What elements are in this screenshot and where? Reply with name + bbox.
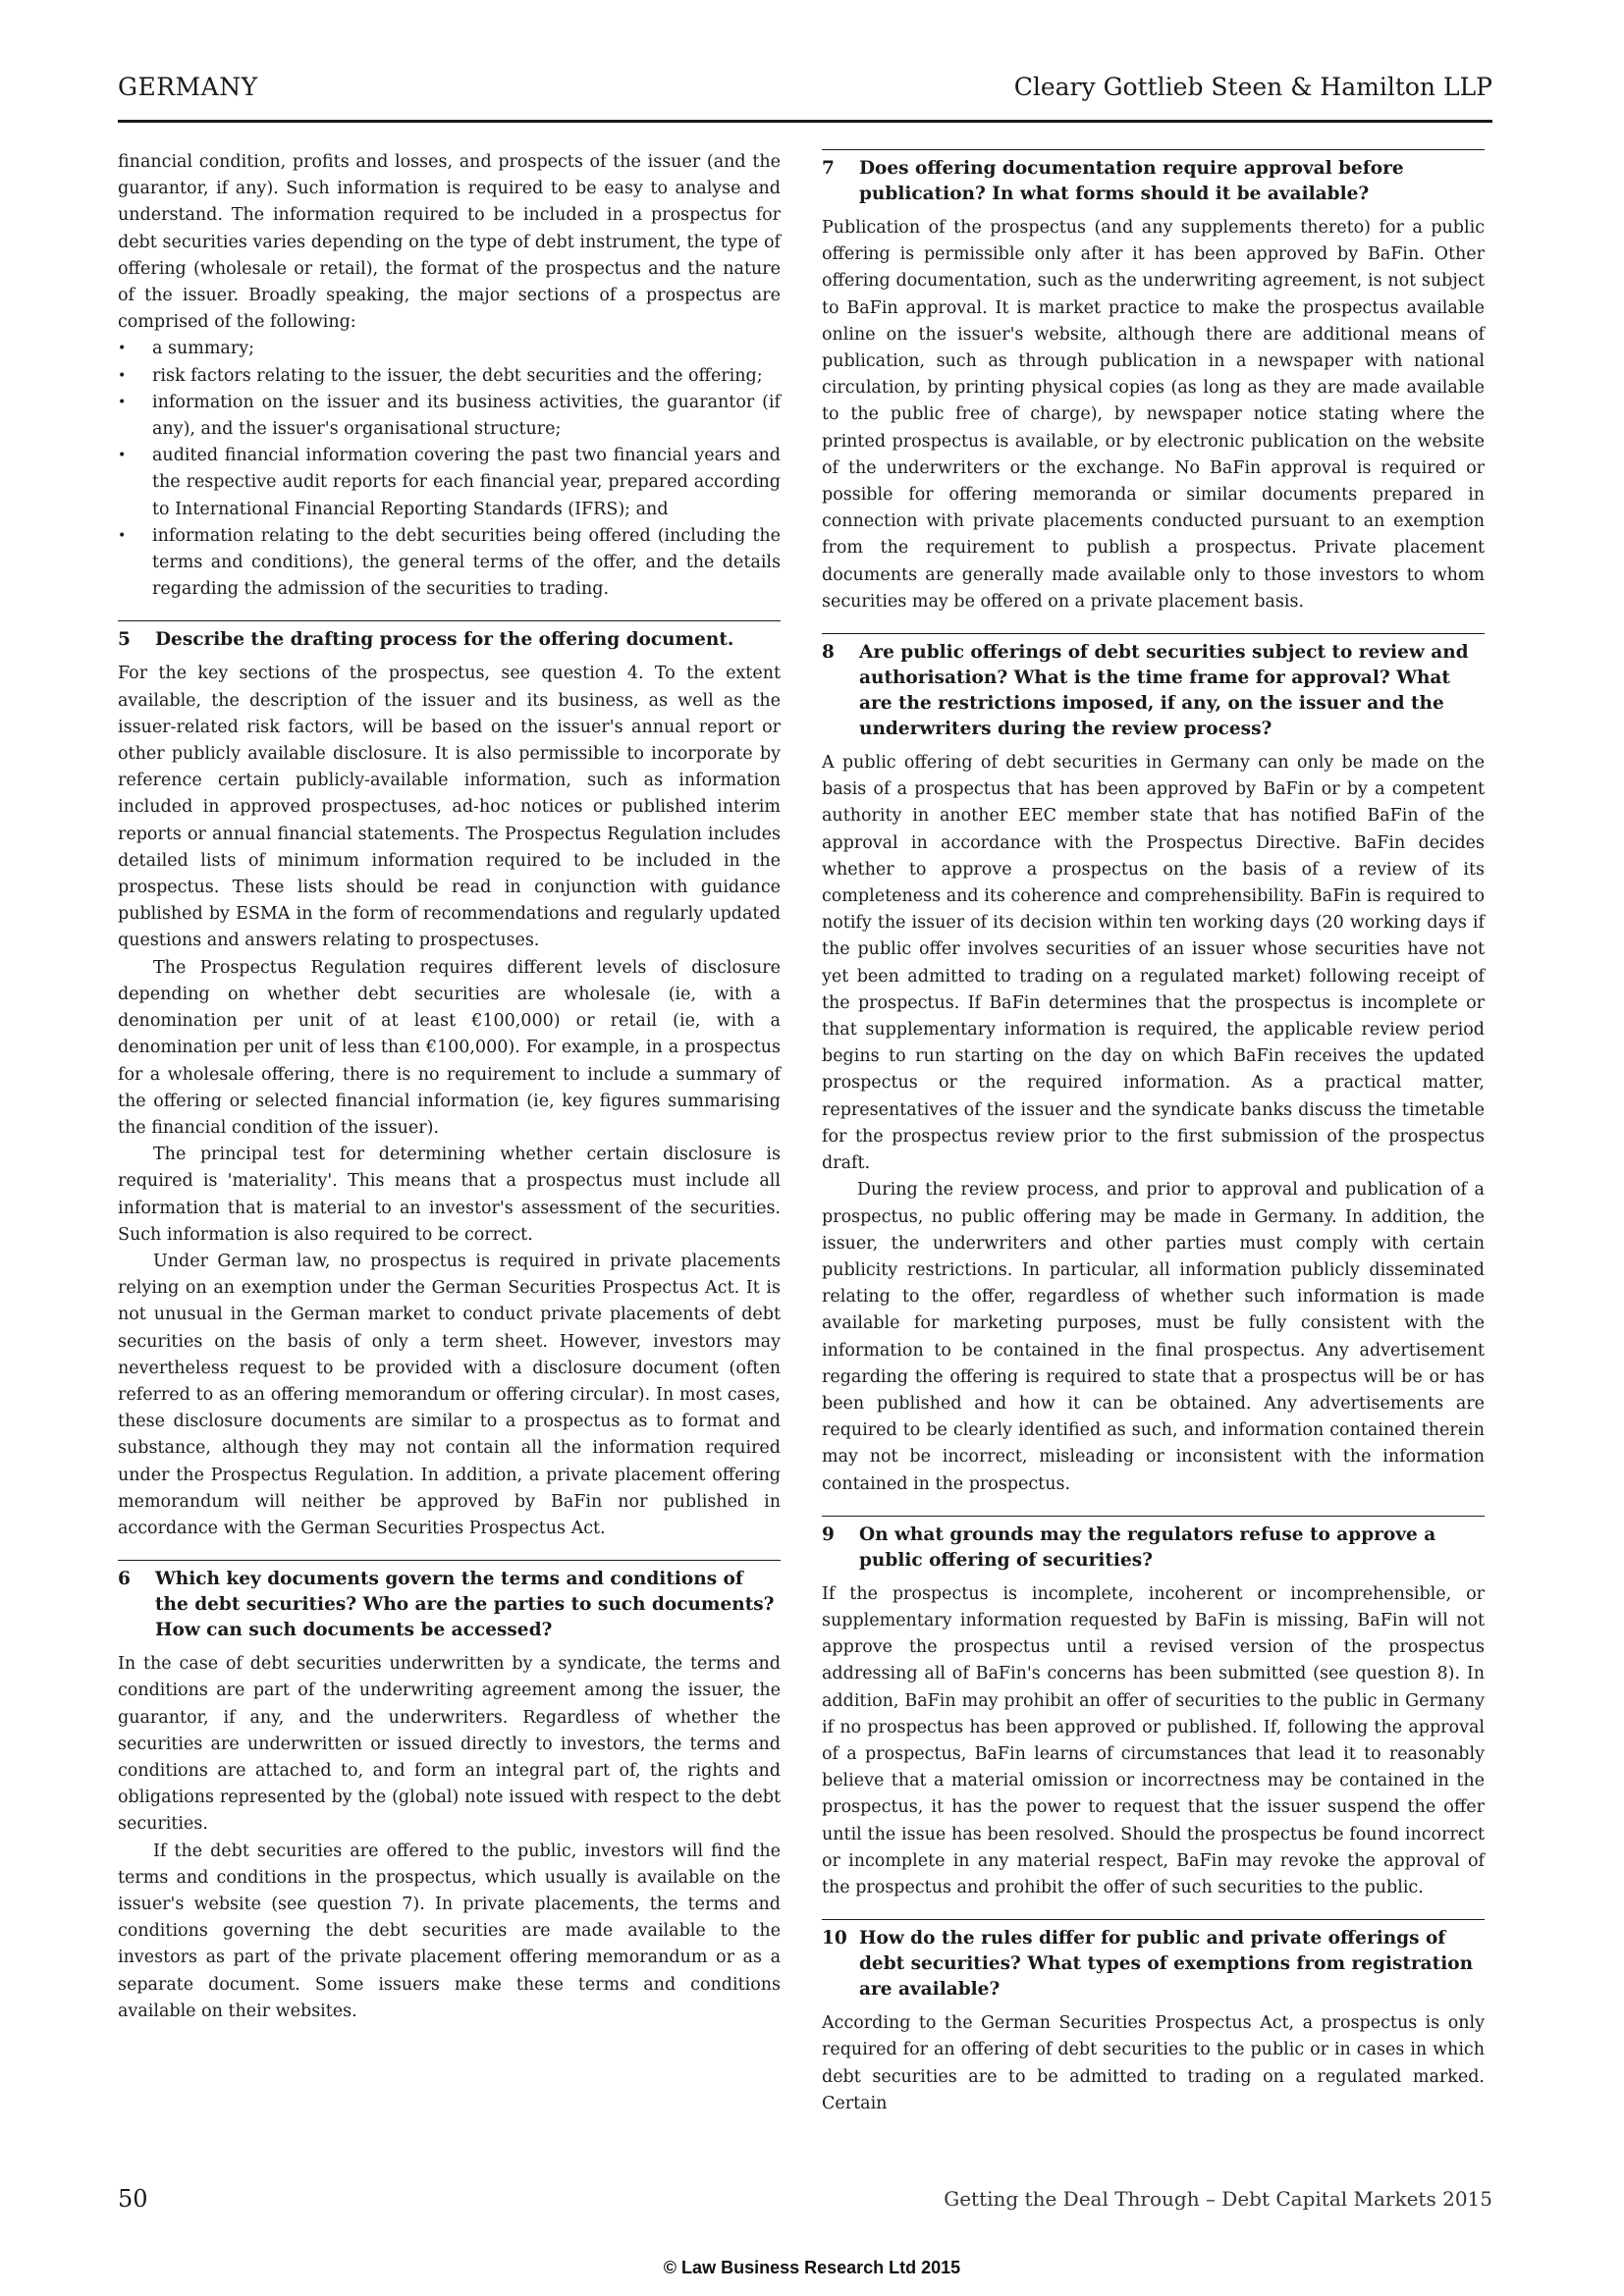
prospectus-sections-list [118, 336, 781, 603]
paragraph: The principal test for determining whether certain disclosure is required is 'materiality'. This means that a prospectus must include all information that is material to an investor's assessment of the securities. Such information is also required to be correct. [118, 1145, 781, 1245]
left-column [118, 149, 781, 2025]
question-number: 7 [822, 158, 835, 179]
question-title: How do the rules differ for public and private offerings of debt securities? What types of exemptions from registration are available? [859, 1928, 1474, 2001]
publication-title: Getting the Deal Through – Debt Capital Markets 2015 [944, 2187, 1492, 2211]
header-firm: Cleary Gottlieb Steen & Hamilton LLP [1013, 73, 1492, 101]
question-title: On what grounds may the regulators refuse to approve a public offering of securities? [859, 1523, 1436, 1571]
question-7-heading [822, 149, 1485, 207]
paragraph: During the review process, and prior to approval and publication of a prospectus, no public offering may be made in Germany. In addition, the issuer, the underwriters and other parties must comply with certain publicity restrictions. In particular, all information publicly disseminated relating to the offer, regardless of whether such information is made available for marketing purposes, must be fully consistent with the information to be contained in the final prospectus. Any advertisement regarding the offering is required to state that a prospectus will be or has been published and how it can be obtained. Any advertisements are required to be clearly identified as such, and information contained therein may not be incorrect, misleading or inconsistent with the information contained in the prospectus. [822, 1180, 1485, 1494]
list-item: • audited financial information covering the past two financial years and the respective audit reports for each financial year, prepared according to International Financial Reporting Standards (IFRS); and [118, 443, 781, 523]
copyright-notice: © Law Business Research Ltd 2015 [663, 2258, 961, 2277]
question-number: 10 [822, 1928, 847, 1949]
right-column [822, 149, 1485, 2117]
paragraph: Under German law, no prospectus is required in private placements relying on an exemption under the German Securities Prospectus Act. It is not unusual in the German market to conduct private placements of debt securities on the basis of only a term sheet. However, investors may nevertheless request to be provided with a disclosure document (often referred to as an offering memorandum or offering circular). In most cases, these disclosure documents are similar to a prospectus as to format and substance, although they may not contain all the information required under the Prospectus Regulation. In addition, a private placement offering memorandum will neither be approved by BaFin nor published in accordance with the German Securities Prospectus Act. [118, 1251, 781, 1538]
question-6-heading [118, 1560, 781, 1643]
paragraph: If the debt securities are offered to the public, investors will find the terms and conditions in the prospectus, which usually is available on the issuer's website (see question 7). In private placements, the terms and conditions governing the debt securities are made available to the investors as part of the private placement offering memorandum or as a separate document. Some issuers make these terms and conditions available on their websites. [118, 1841, 781, 2021]
paragraph: Publication of the prospectus (and any supplements thereto) for a public offering is permissible only after it has been approved by BaFin. Other offering documentation, such as the underwriting agreement, is not subject to BaFin approval. It is market practice to make the prospectus available online on the issuer's website, although there are additional means of publication, such as through publication in a newspaper with national circulation, by printing physical copies (as long as they are made available to the public free of charge), by newspaper notice stating where the printed prospectus is available, or by electronic publication on the website of the underwriters or the exchange. No BaFin approval is required or possible for offering memoranda or similar documents prepared in connection with private placements conducted pursuant to an exemption from the requirement to publish a prospectus. Private placement documents are generally made available only to those investors to whom securities may be offered on a private placement basis. [822, 218, 1485, 612]
question-10-heading [822, 1919, 1485, 2002]
list-item: • risk factors relating to the issuer, the debt securities and the offering; [118, 363, 781, 390]
paragraph: A public offering of debt securities in Germany can only be made on the basis of a prospectus that has been approved by BaFin or by a competent authority in another EEC member state that has notified BaFin of the approval in accordance with the Prospectus Directive. BaFin decides whether to approve a prospectus on the basis of a review of its completeness and its coherence and comprehensibility. BaFin is required to notify the issuer of its decision within ten working days (20 working days if the public offer involves securities of an issuer whose securities have not yet been admitted to trading on a regulated market) following receipt of the prospectus. If BaFin determines that the prospectus is incomplete or that supplementary information is required, the applicable review period begins to run starting on the day on which BaFin receives the updated prospectus or the required information. As a practical matter, representatives of the issuer and the syndicate banks discuss the timetable for the prospectus review prior to the first submission of the prospectus draft. [822, 753, 1485, 1174]
question-8-heading [822, 633, 1485, 742]
list-item: • information on the issuer and its business activities, the guarantor (if any), and the issuer's organisational structure; [118, 390, 781, 443]
paragraph: For the key sections of the prospectus, see question 4. To the extent available, the description of the issuer and its business, as well as the issuer-related risk factors, will be based on the issuer's annual report or other publicly available disclosure. It is also permissible to incorporate by reference certain publicly-available information, such as information included in approved prospectuses, ad-hoc notices or published interim reports or annual financial statements. The Prospectus Regulation includes detailed lists of minimum information required to be included in the prospectus. These lists should be read in conjunction with guidance published by ESMA in the form of recommendations and regularly updated questions and answers relating to prospectuses. [118, 664, 781, 951]
paragraph: If the prospectus is incomplete, incoherent or incomprehensible, or supplementary information requested by BaFin is missing, BaFin will not approve the prospectus until a revised version of the prospectus addressing all of BaFin's concerns has been submitted (see question 8). In addition, BaFin may prohibit an offer of securities to the public in Germany if no prospectus has been approved or published. If, following the approval of a prospectus, BaFin learns of circumstances that lead it to reasonably believe that a material omission or incorrectness may be contained in the prospectus, it has the power to request that the issuer suspend the offer until the issue has been resolved. Should the prospectus be found incorrect or incomplete in any material respect, BaFin may revoke the approval of the prospectus and prohibit the offer of such securities to the public. [822, 1583, 1485, 1897]
intro-paragraph: financial condition, profits and losses, and prospects of the issuer (and the guarantor, if any). Such information is required to be easy to analyse and understand. The information required to be included in a prospectus for debt securities varies depending on the type of debt instrument, the type of offering (wholesale or retail), the format of the prospectus and the nature of the issuer. Broadly speaking, the major sections of a prospectus are comprised of the following: [118, 152, 781, 333]
page-header [118, 65, 1492, 123]
paragraph: According to the German Securities Prospectus Act, a prospectus is only required for an offering of debt securities to the public or in cases in which debt securities are to be admitted to trading on a regulated marked. Certain [822, 2013, 1485, 2113]
page-number: 50 [118, 2185, 148, 2213]
paragraph: In the case of debt securities underwritten by a syndicate, the terms and conditions are part of the underwriting agreement among the issuer, the guarantor, if any, and the underwriters. Regardless of whether the securities are underwritten or issued directly to investors, the terms and conditions are attached to, and form an integral part of, the rights and obligations represented by the (global) note issued with respect to the debt securities. [118, 1654, 781, 1835]
question-title: Does offering documentation require approval before publication? In what forms should it be available? [859, 158, 1404, 204]
question-title: Which key documents govern the terms and conditions of the debt securities? Who are the parties to such documents? How can such documents be accessed? [155, 1569, 775, 1641]
list-item: • a summary; [118, 336, 781, 362]
question-number: 8 [822, 642, 835, 664]
question-title: Describe the drafting process for the offering document. [155, 629, 734, 651]
header-country: GERMANY [118, 73, 258, 101]
question-number: 5 [118, 629, 131, 651]
question-5-heading [118, 620, 781, 653]
question-number: 9 [822, 1523, 835, 1545]
paragraph: The Prospectus Regulation requires different levels of disclosure depending on whether debt securities are wholesale (ie, with a denomination per unit of at least €100,000) or retail (ie, with a denomination per unit of less than €100,000). For example, in a prospectus for a wholesale offering, there is no requirement to include a summary of the offering or selected financial information (ie, key figures summarising the financial condition of the issuer). [118, 957, 781, 1138]
question-9-heading [822, 1516, 1485, 1574]
question-number: 6 [118, 1569, 131, 1590]
question-title: Are public offerings of debt securities subject to review and authorisation? What is the time frame for approval? What are the restrictions imposed, if any, on the issuer and the underwriters during the review process? [859, 642, 1469, 740]
list-item: • information relating to the debt securities being offered (including the terms and conditions), the general terms of the offer, and the details regarding the admission of the securities to trading. [118, 523, 781, 604]
